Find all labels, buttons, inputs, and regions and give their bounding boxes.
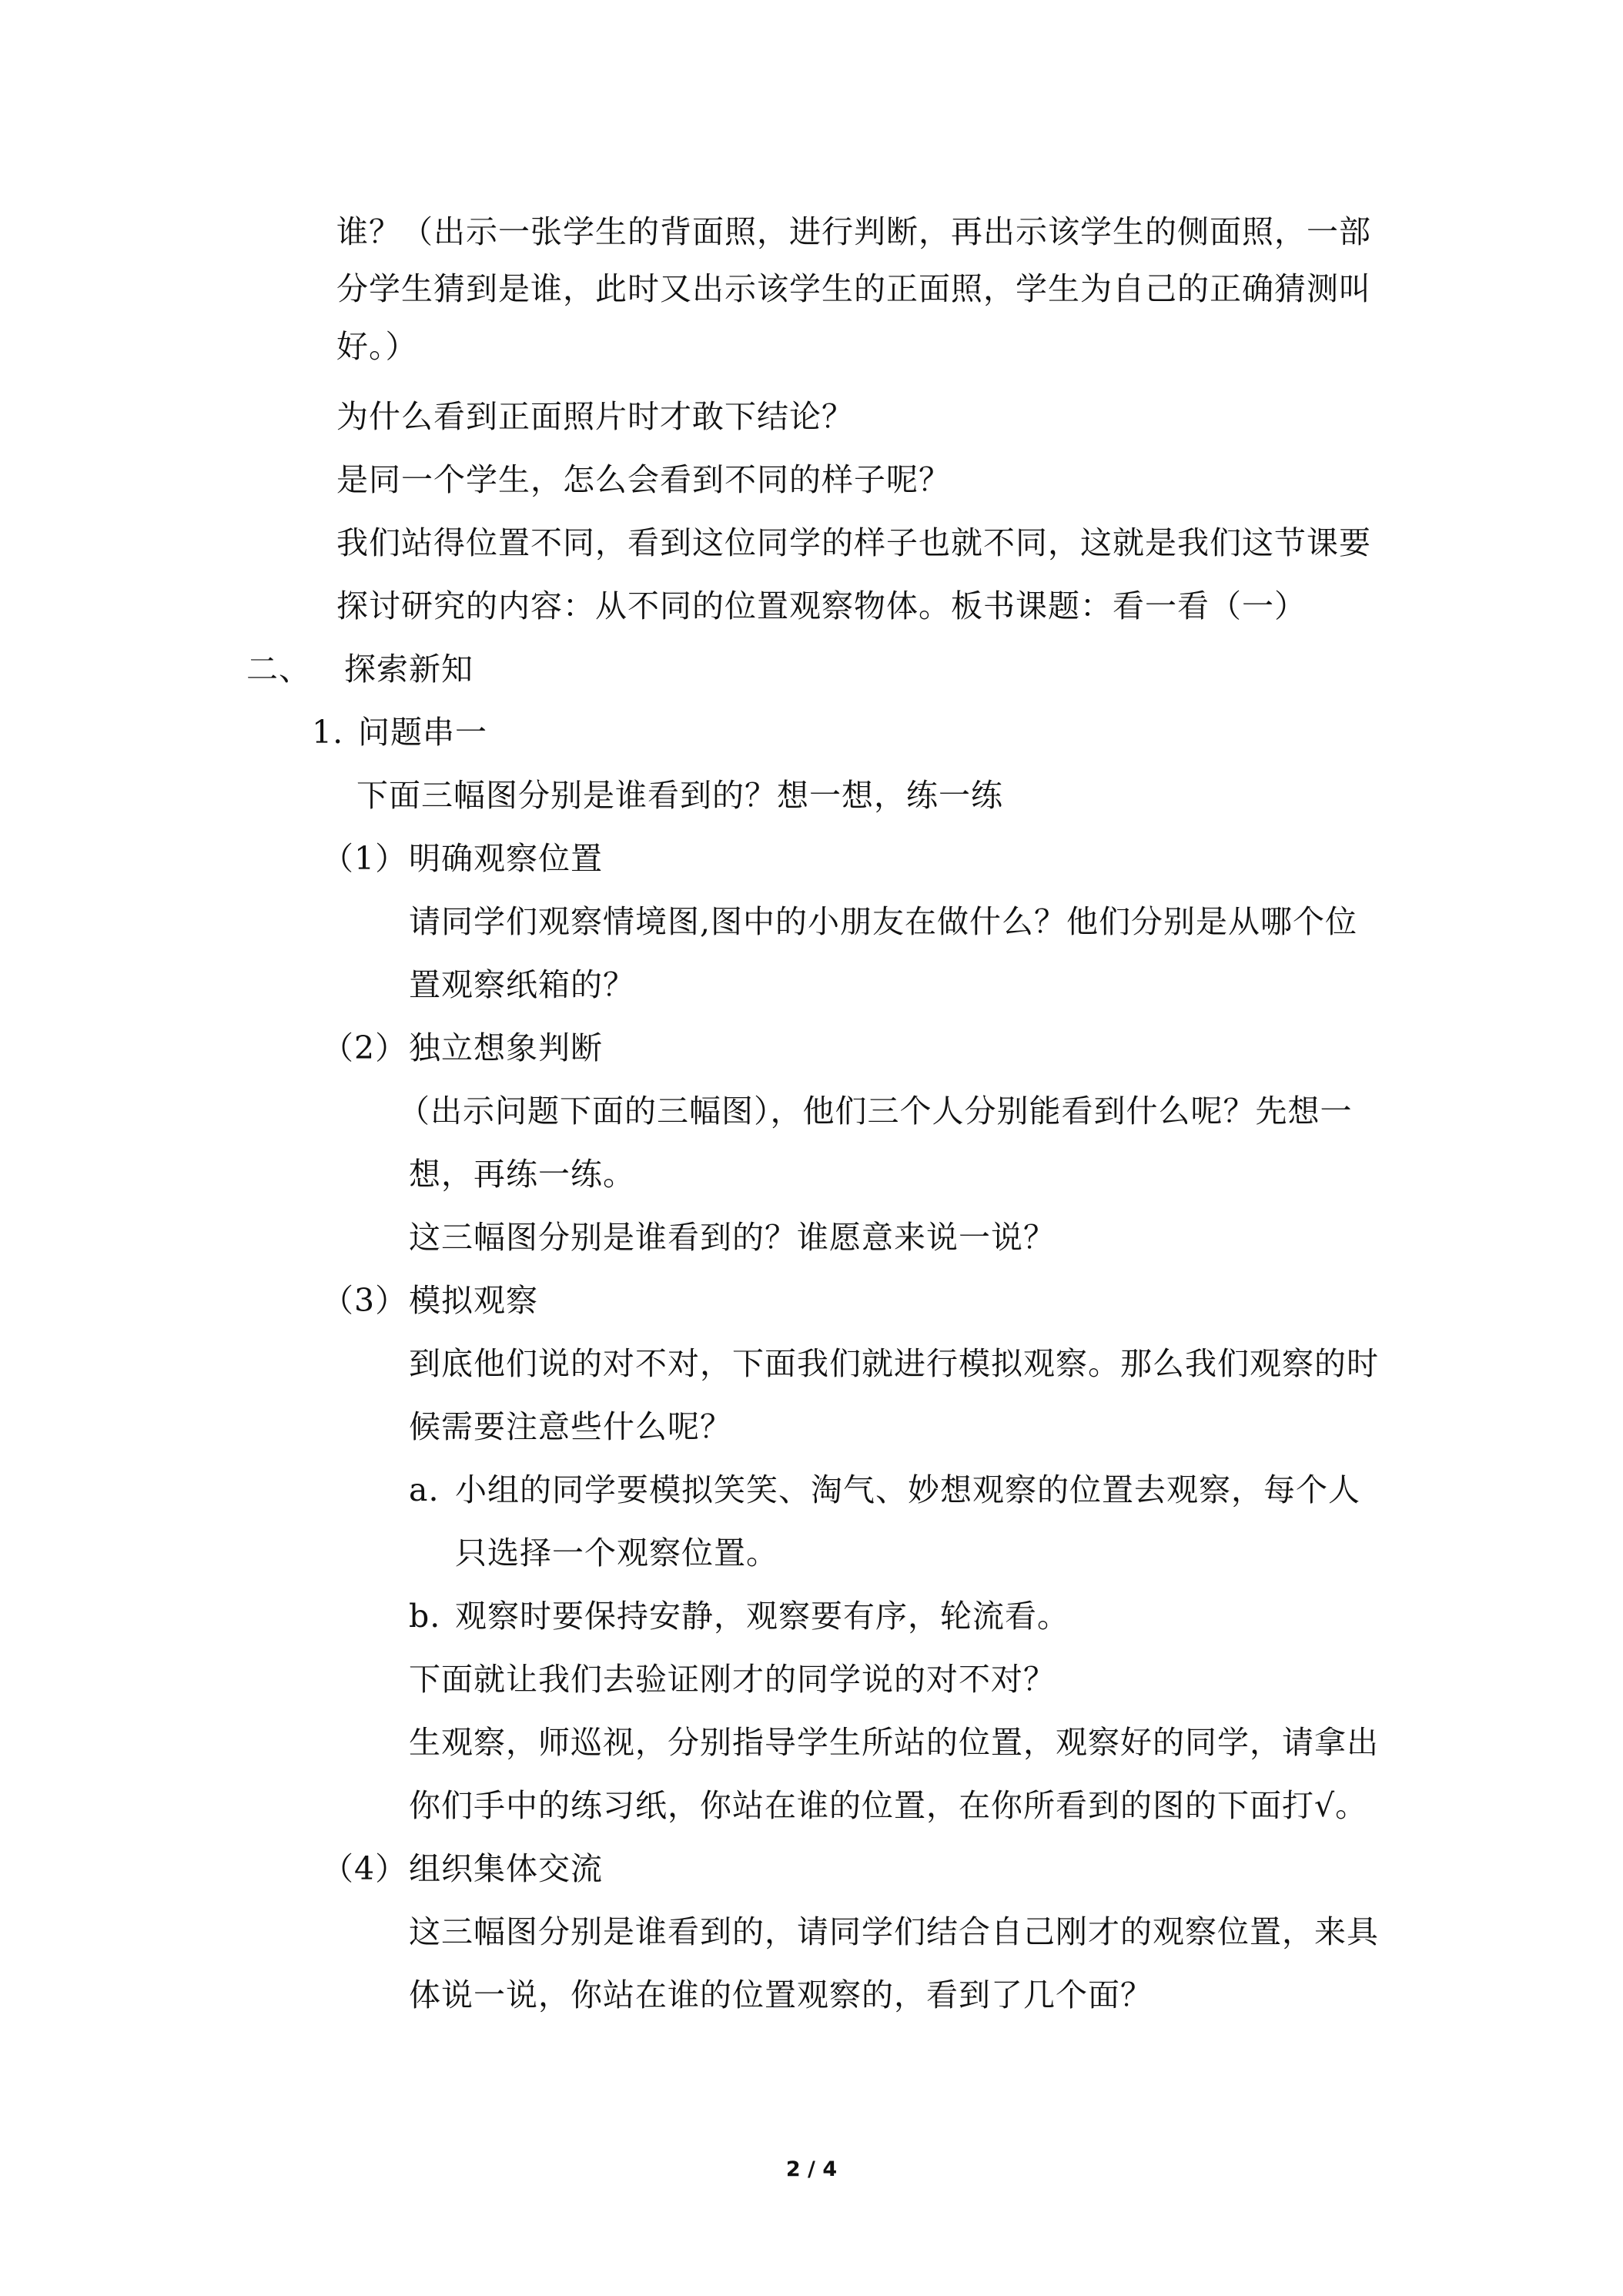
paragraph-line: 谁？（出示一张学生的背面照，进行判断，再出示该学生的侧面照，一部 <box>336 213 1371 250</box>
page-number: 2 / 4 <box>785 2157 838 2181</box>
paragraph-line: 好。） <box>336 328 418 365</box>
paragraph-line: （出示问题下面的三幅图），他们三个人分别能看到什么呢？先想一 <box>398 1093 1353 1130</box>
list-item-title: 组织集体交流 <box>409 1850 603 1887</box>
paragraph-line: 只选择一个观察位置。 <box>455 1535 778 1571</box>
paragraph-line: 到底他们说的对不对，下面我们就进行模拟观察。那么我们观察的时 <box>409 1345 1379 1382</box>
list-item-number: （3） <box>322 1282 408 1319</box>
subsection-title: 问题串一 <box>358 714 487 751</box>
paragraph-line: 想，再练一练。 <box>409 1156 635 1193</box>
paragraph-line: 置观察纸箱的？ <box>409 966 635 1003</box>
list-item-title: 独立想象判断 <box>409 1029 603 1066</box>
paragraph-line: 下面就让我们去验证刚才的同学说的对不对？ <box>409 1661 1056 1698</box>
paragraph-line: 请同学们观察情境图,图中的小朋友在做什么？他们分别是从哪个位 <box>409 903 1358 940</box>
list-item-number: （1） <box>322 840 408 877</box>
paragraph-line: 这三幅图分别是谁看到的？谁愿意来说一说？ <box>409 1219 1056 1256</box>
paragraph-line: 是同一个学生，怎么会看到不同的样子呢？ <box>336 461 951 498</box>
bullet-marker: b. <box>409 1598 441 1635</box>
paragraph-line: 我们站得位置不同，看到这位同学的样子也就不同，这就是我们这节课要 <box>336 524 1371 561</box>
bullet-text: 观察时要保持安静，观察要有序，轮流看。 <box>455 1598 1069 1635</box>
subsection-number: 1. <box>312 714 344 751</box>
section-number: 二、 <box>246 651 311 688</box>
paragraph-line: 探讨研究的内容：从不同的位置观察物体。板书课题：看一看（一） <box>336 587 1307 624</box>
paragraph-line: 生观察，师巡视，分别指导学生所站的位置，观察好的同学，请拿出 <box>409 1724 1379 1761</box>
paragraph-line: 这三幅图分别是谁看到的，请同学们结合自己刚才的观察位置，来具 <box>409 1913 1379 1950</box>
list-item-number: （2） <box>322 1029 408 1066</box>
paragraph-line: 候需要注意些什么呢？ <box>409 1408 732 1445</box>
section-title: 探索新知 <box>344 651 474 688</box>
paragraph-line: 为什么看到正面照片时才敢下结论？ <box>336 398 854 435</box>
paragraph-line: 体说一说，你站在谁的位置观察的，看到了几个面？ <box>409 1976 1153 2013</box>
bullet-marker: a. <box>409 1471 440 1508</box>
paragraph-line: 下面三幅图分别是谁看到的？想一想，练一练 <box>356 777 1003 814</box>
list-item-title: 明确观察位置 <box>409 840 603 877</box>
list-item-title: 模拟观察 <box>409 1282 538 1319</box>
bullet-text: 小组的同学要模拟笑笑、淘气、妙想观察的位置去观察，每个人 <box>455 1471 1360 1508</box>
paragraph-line: 你们手中的练习纸，你站在谁的位置，在你所看到的图的下面打√。 <box>409 1787 1368 1824</box>
paragraph-line: 分学生猜到是谁，此时又出示该学生的正面照，学生为自己的正确猜测叫 <box>336 270 1371 307</box>
list-item-number: （4） <box>322 1850 408 1887</box>
